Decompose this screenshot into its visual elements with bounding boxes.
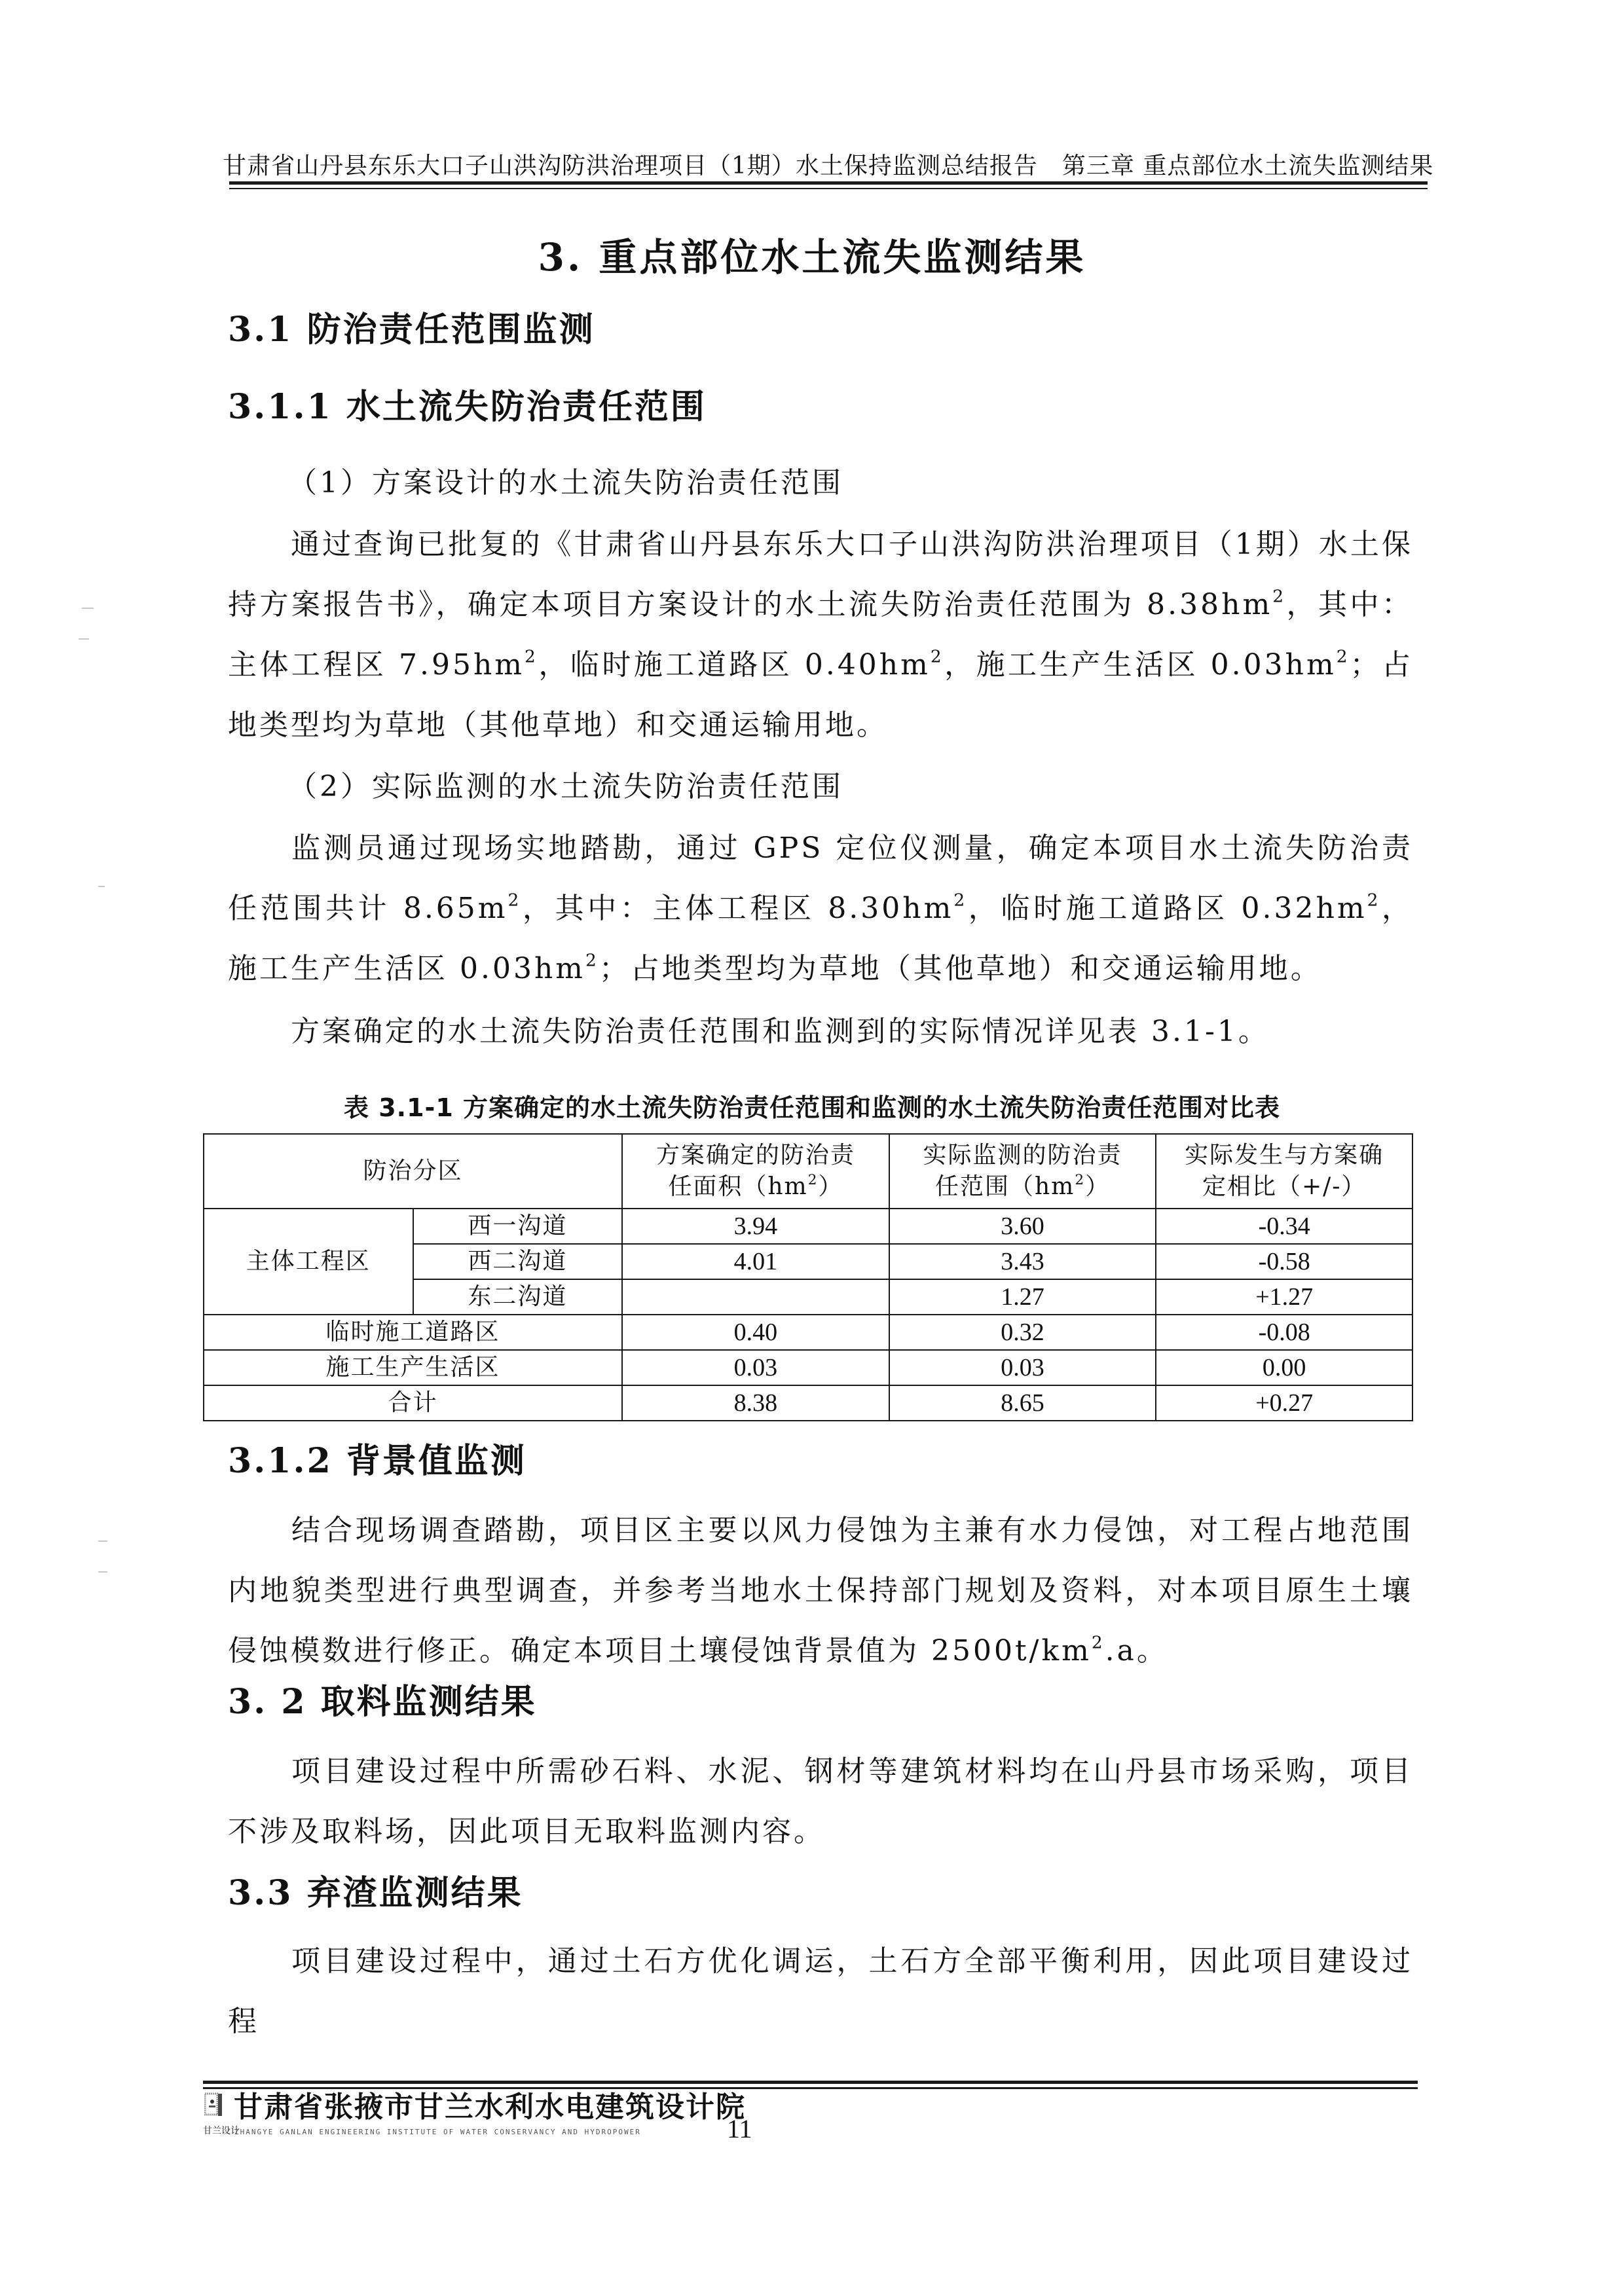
text-segment: ，临时施工道路区 0.32hm (967, 892, 1367, 925)
institute-name-english: ZHANGYE GANLAN ENGINEERING INSTITUTE OF WATER CONSERVANCY AND HYDROPOWER (234, 2128, 641, 2136)
heading-3-3: 3.3 弃渣监测结果 (228, 1873, 523, 1913)
text-segment: 通过查询已批复的《甘肃省山丹县东乐大口子山洪沟防洪治理项目（1期）水土保持方案报告书》，确定本项目方案设计的水土流失防治责任范围为 8.38hm (228, 528, 1413, 621)
cell-zone: 东二沟道 (413, 1279, 623, 1315)
text-segment: 方案确定的水土流失防治责任范围和监测到的实际情况详见表 3.1-1。 (291, 1015, 1270, 1048)
background-value-paragraph (228, 1501, 1413, 1681)
footer-rule-thin (203, 2087, 1418, 2089)
table-row (204, 1350, 1412, 1385)
spoil-monitoring-paragraph (228, 1931, 1413, 2052)
superscript: 2 (930, 646, 944, 667)
cell-actual: 0.03 (889, 1350, 1156, 1385)
header-zone: 防治分区 (204, 1134, 622, 1209)
cell-planned: 8.38 (622, 1385, 889, 1421)
header-line: 方案确定的防治责 (655, 1142, 855, 1169)
text-segment: ，临时施工道路区 0.40hm (538, 648, 931, 682)
header-line: 实际监测的防治责 (923, 1142, 1122, 1169)
item-2-title: （2）实际监测的水土流失防治责任范围 (288, 770, 843, 803)
cell-diff: +1.27 (1156, 1279, 1412, 1315)
comparison-table (203, 1133, 1413, 1421)
header-line: 任面积（hm (668, 1173, 808, 1200)
text-segment: 项目建设过程中所需砂石料、水泥、钢材等建筑材料均在山丹县市场采购，项目不涉及取料场，因此项目无取料监测内容。 (228, 1755, 1413, 1848)
cell-actual: 8.65 (889, 1385, 1156, 1421)
item-1-title: （1）方案设计的水土流失防治责任范围 (288, 466, 843, 500)
cell-planned: 4.01 (622, 1244, 889, 1279)
cell-diff: -0.08 (1156, 1315, 1412, 1350)
table-header-row (204, 1134, 1412, 1209)
text-segment: 项目建设过程中，通过土石方优化调运，土石方全部平衡利用，因此项目建设过程 (228, 1944, 1413, 2038)
chapter-title: 3. 重点部位水土流失监测结果 (538, 235, 1086, 280)
superscript: 2 (953, 890, 968, 911)
text-segment: ，其中：主体工程区 8.30hm (521, 892, 954, 925)
running-header: 甘肃省山丹县东乐大口子山洪沟防洪治理项目（1期）水土保持监测总结报告 第三章 重点部位水土流失监测结果 (223, 153, 1434, 179)
header-line: 任范围（hm (934, 1173, 1075, 1200)
cell-actual: 0.32 (889, 1315, 1156, 1350)
scan-speck (82, 608, 94, 609)
header-rule-thick (229, 181, 1428, 185)
cell-planned: 3.94 (622, 1209, 889, 1244)
heading-3-1-2: 3.1.2 背景值监测 (228, 1441, 526, 1481)
heading-3-1-1: 3.1.1 水土流失防治责任范围 (228, 387, 707, 427)
header-line: 定相比（+/-） (1202, 1173, 1367, 1200)
table-caption: 表 3.1-1 方案确定的水土流失防治责任范围和监测的水土流失防治责任范围对比表 (344, 1093, 1280, 1122)
item-2-paragraph (228, 818, 1413, 999)
institute-logo-icon (204, 2092, 224, 2117)
text-segment: ；占地类型均为草地（其他草地）和交通运输用地。 (228, 648, 1414, 742)
text-segment: ，施工生产生活区 0.03hm (228, 892, 1413, 985)
superscript: 2 (585, 950, 599, 971)
superscript: 2 (1367, 890, 1381, 911)
text-segment: ，施工生产生活区 0.03hm (944, 648, 1337, 682)
footer-rule-thick (203, 2081, 1418, 2084)
scan-speck (98, 1571, 107, 1573)
superscript: 2 (807, 1171, 819, 1188)
table-row-total (204, 1385, 1412, 1421)
text-segment: 监测员通过现场实地踏勘，通过 GPS 定位仪测量，确定本项目水土流失防治责任范围共计 8.65m (228, 831, 1413, 925)
superscript: 2 (1272, 586, 1286, 607)
table-row (204, 1209, 1412, 1244)
cell-diff: -0.58 (1156, 1244, 1412, 1279)
scan-speck (98, 886, 105, 887)
text-segment: ，其中：主体工程区 7.95hm (228, 588, 1414, 682)
scan-speck (98, 1540, 107, 1542)
cell-diff: 0.00 (1156, 1350, 1412, 1385)
cell-diff: -0.34 (1156, 1209, 1412, 1244)
cell-planned: 0.40 (622, 1315, 889, 1350)
header-line: ） (1085, 1173, 1111, 1200)
item-1-paragraph (228, 515, 1413, 756)
cell-diff: +0.27 (1156, 1385, 1412, 1421)
cell-zone: 西二沟道 (413, 1244, 623, 1279)
table-reference-paragraph (228, 1002, 1413, 1062)
superscript: 2 (1091, 1632, 1105, 1653)
cell-actual: 1.27 (889, 1279, 1156, 1315)
heading-3-1: 3.1 防治责任范围监测 (228, 310, 595, 350)
text-segment: ；占地类型均为草地（其他草地）和交通运输用地。 (599, 952, 1322, 985)
logo-caption: 甘兰设计 (203, 2126, 240, 2136)
cell-planned (622, 1279, 889, 1315)
cell-zone: 施工生产生活区 (204, 1350, 622, 1385)
group-main-works: 主体工程区 (204, 1209, 413, 1315)
table-row (204, 1315, 1412, 1350)
cell-zone: 临时施工道路区 (204, 1315, 622, 1350)
cell-zone: 合计 (204, 1385, 622, 1421)
superscript: 2 (525, 646, 538, 667)
header-actual (889, 1134, 1156, 1209)
text-segment: .a。 (1105, 1634, 1168, 1667)
header-planned (622, 1134, 889, 1209)
institute-name: 甘肃省张掖市甘兰水利水电建筑设计院 (234, 2090, 746, 2124)
header-diff (1156, 1134, 1412, 1209)
scan-speck (79, 638, 89, 640)
cell-actual: 3.60 (889, 1209, 1156, 1244)
header-line: ） (818, 1173, 843, 1200)
heading-3-2: 3. 2 取料监测结果 (228, 1682, 537, 1722)
text-segment: 结合现场调查踏勘，项目区主要以风力侵蚀为主兼有水力侵蚀，对工程占地范围内地貌类型进行典型调查，并参考当地水土保持部门规划及资料，对本项目原生土壤侵蚀模数进行修正。确定本项目土壤侵蚀背景值为 2500t/km (228, 1514, 1413, 1667)
cell-zone: 西一沟道 (413, 1209, 623, 1244)
superscript: 2 (507, 890, 522, 911)
borrow-monitoring-paragraph (228, 1741, 1413, 1862)
superscript: 2 (1075, 1171, 1086, 1188)
cell-actual: 3.43 (889, 1244, 1156, 1279)
header-line: 实际发生与方案确 (1185, 1142, 1384, 1169)
header-rule-thin (229, 188, 1428, 189)
superscript: 2 (1336, 646, 1350, 667)
cell-planned: 0.03 (622, 1350, 889, 1385)
page-number: 11 (727, 2114, 752, 2143)
